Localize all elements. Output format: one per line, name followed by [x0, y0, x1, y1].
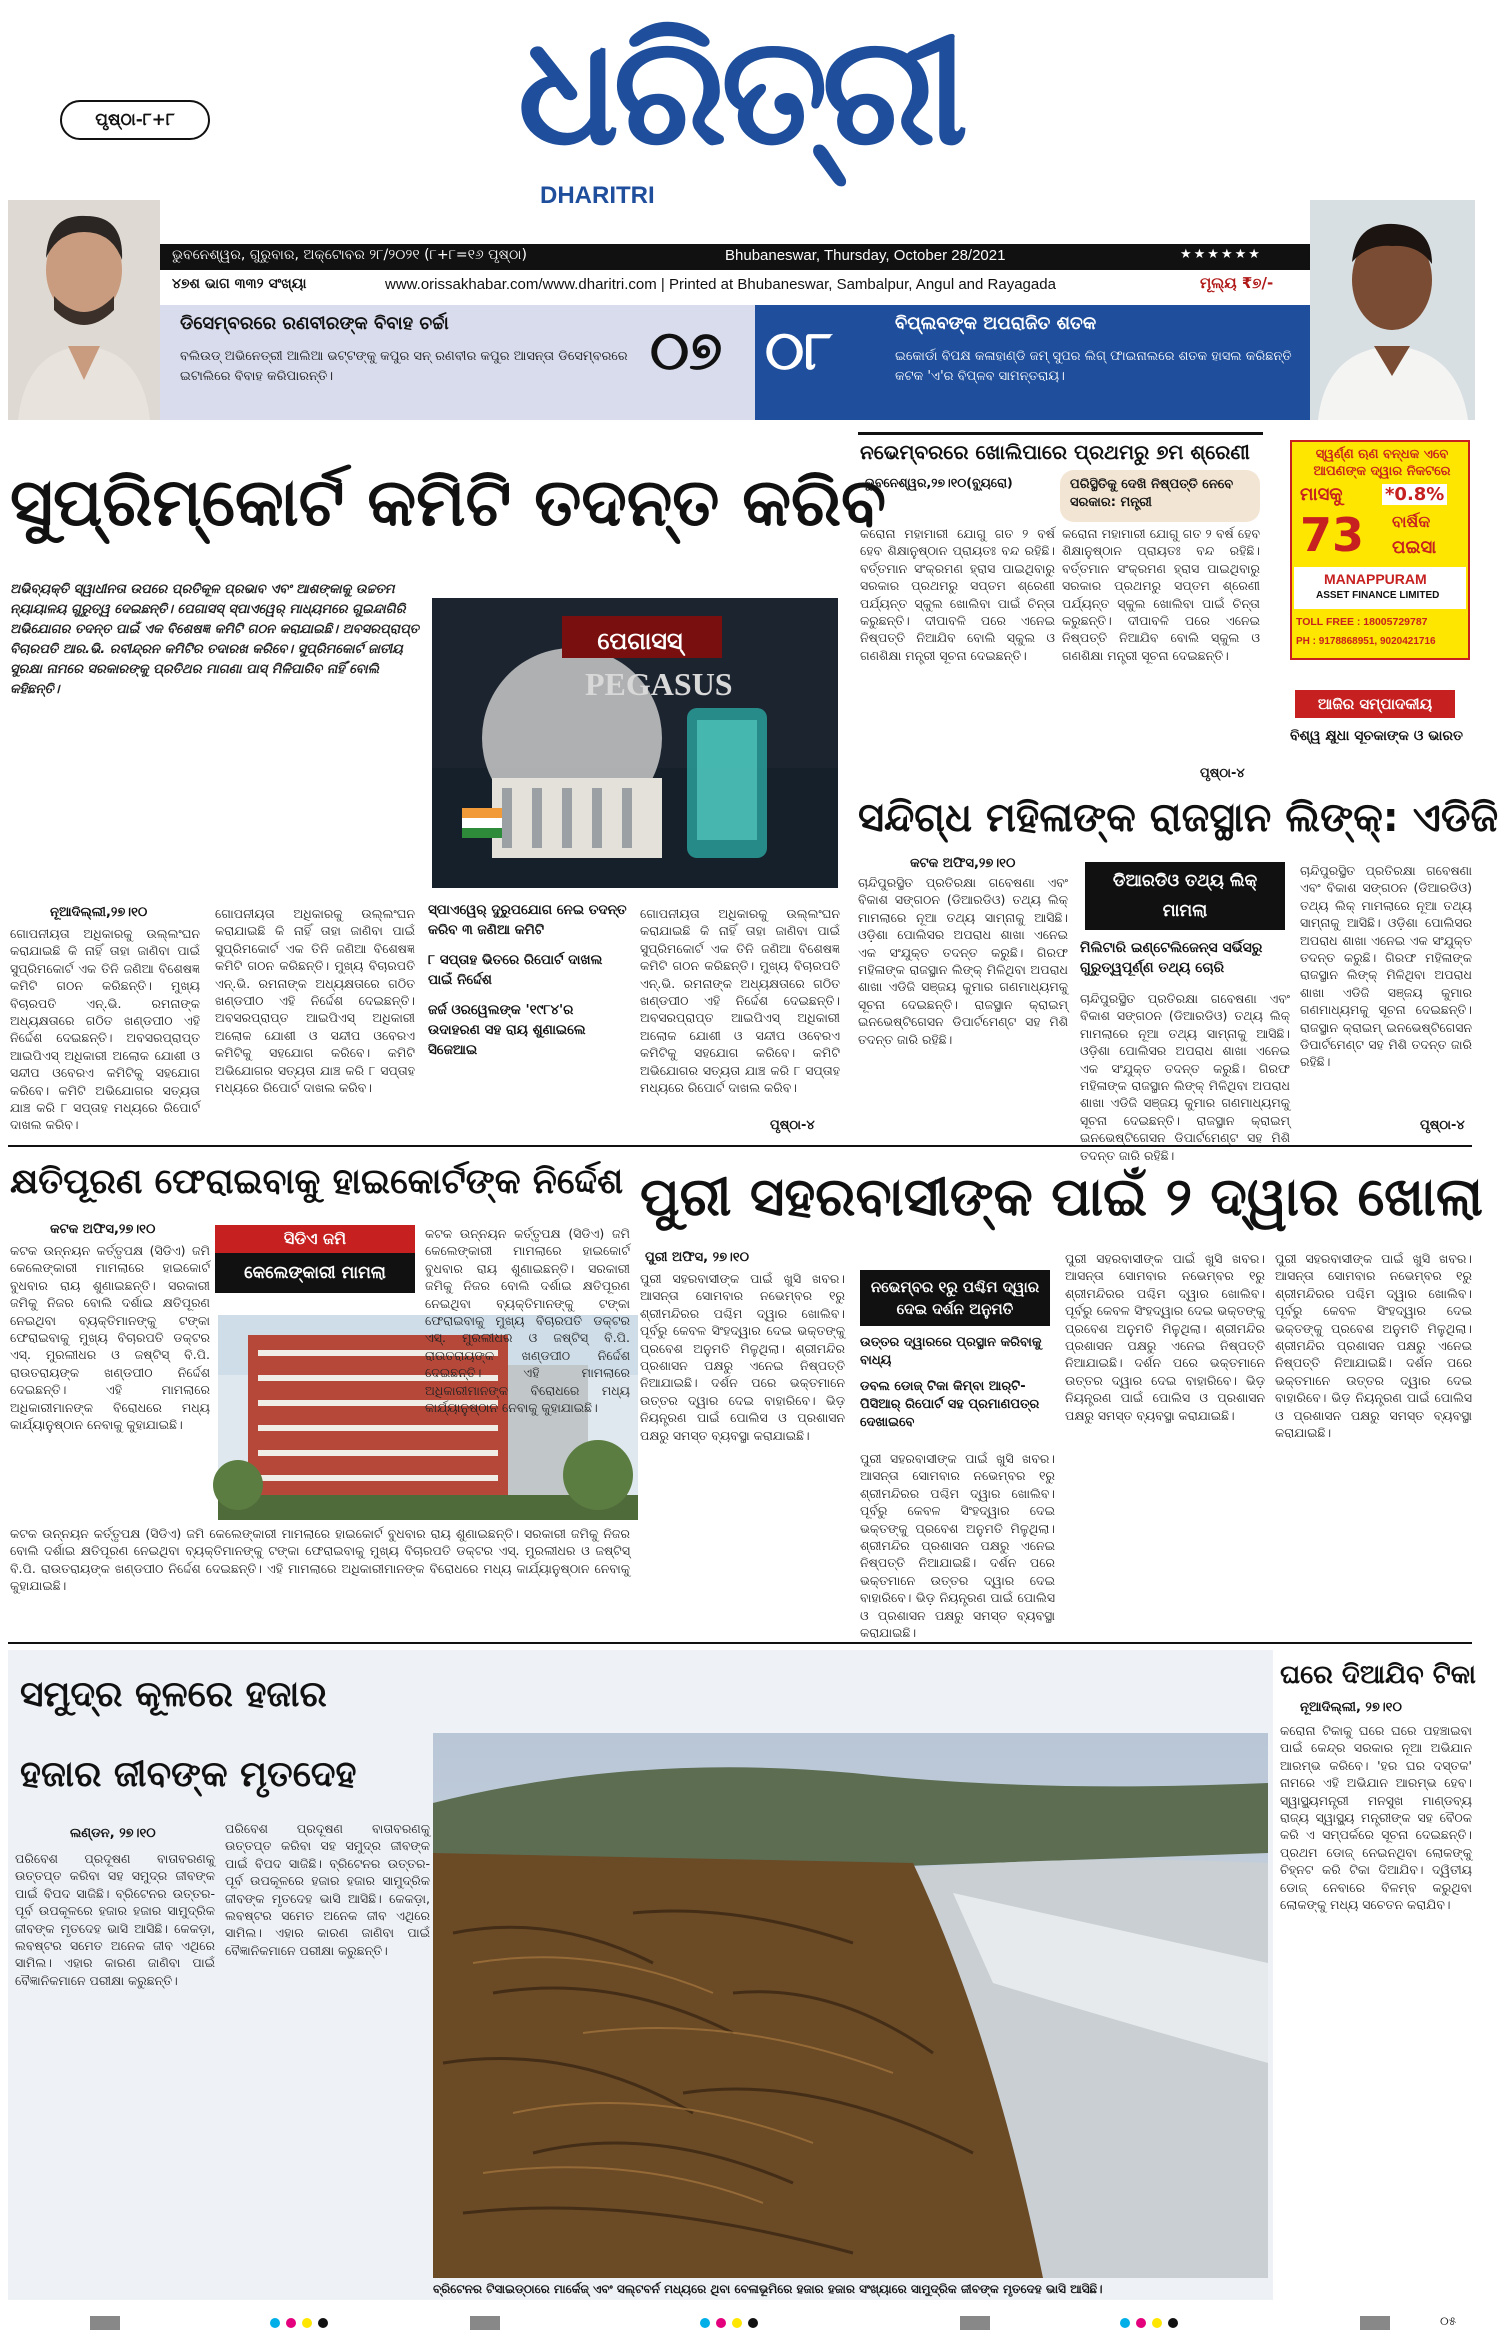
page-count-badge: ପୃଷ୍ଠା-୮+୮ — [60, 100, 210, 140]
print-mark — [748, 2318, 758, 2328]
puri-headline: ପୁରୀ ସହରବାସୀଙ୍କ ପାଇଁ ୨ ଦ୍ୱାର ଖୋଲା — [640, 1167, 1483, 1228]
puri-box-title: ନଭେମ୍ବର ୧ରୁ ପଶ୍ଚିମ ଦ୍ୱାର ଦେଇ ଦର୍ଶନ ଅନୁମତି — [860, 1270, 1050, 1326]
lead-headline: ସୁପ୍ରିମ୍‌କୋର୍ଟ କମିଟି ତଦନ୍ତ କରିବ — [10, 464, 887, 541]
gold-loan-ad[interactable] — [1290, 440, 1470, 660]
vaccine-dateline: ନୂଆଦିଲ୍ଲୀ, ୨୭।୧୦ — [1300, 1700, 1402, 1715]
rajasthan-jump[interactable]: ପୃଷ୍ଠା-୪ — [1420, 1118, 1465, 1133]
masthead-logo: ଧରିତ୍ରୀ — [517, 5, 963, 179]
editorial-label: ଆଜିର ସମ୍ପାଦକୀୟ — [1295, 690, 1455, 718]
beach-photo — [433, 1733, 1268, 2278]
teaser-right-page: ୦୮ — [765, 319, 833, 382]
puri-col3: ପୁରୀ ସହରବାସୀଙ୍କ ପାଇଁ ଖୁସି ଖବର। ଆସନ୍ତା ସୋମବାର ନଭେମ୍ବର ୧ରୁ ଶ୍ରୀମନ୍ଦିରର ପଶ୍ଚିମ ଦ୍ୱାର ଖୋଲିବ। ପୂର୍ବରୁ କେବଳ ସିଂହଦ୍ୱାର ଦେଇ ଭକ୍ତଙ୍କୁ ପ୍ରବେଶ ଅନୁମତି ମିଳୁଥିଲା। ଶ୍ରୀମନ୍ଦିର ପ୍ରଶାସନ ପକ୍ଷରୁ ଏନେଇ ନିଷ୍ପତ୍ତି ନିଆଯାଇଛି। ଦର୍ଶନ ପରେ ଭକ୍ତମାନେ ଉତ୍ତର ଦ୍ୱାର ଦେଇ ବାହାରିବେ। ଭିଡ଼ ନିୟନ୍ତ୍ରଣ ପାଇଁ ପୋଲିସ ଓ ପ୍ରଶାସନ ପକ୍ଷରୁ ସମସ୍ତ ବ୍ୟବସ୍ଥା କରାଯାଇଛି। — [1065, 1251, 1265, 1423]
lead-body-col1: ଗୋପନୀୟତା ଅଧିକାରକୁ ଉଲ୍ଲଂଘନ କରାଯାଇଛି କି ନାହିଁ ତାହା ଜାଣିବା ପାଇଁ ସୁପ୍ରିମକୋର୍ଟ ଏକ ତିନି ଜଣିଆ ବିଶେଷଜ୍ଞ କମିଟି ଗଠନ କରିଛନ୍ତି। ମୁଖ୍ୟ ବିଚାରପତି ଏନ୍.ଭି. ରମନାଙ୍କ ଅଧ୍ୟକ୍ଷତାରେ ଗଠିତ ଖଣ୍ଡପୀଠ ଏହି ନିର୍ଦ୍ଦେଶ ଦେଇଛନ୍ତି। ଅବସରପ୍ରାପ୍ତ ଆଇପିଏସ୍ ଅଧିକାରୀ ଅଲୋକ ଯୋଶୀ ଓ ସନ୍ଦୀପ ଓବେରଏ କମିଟିକୁ ସହଯୋଗ କରିବେ। କମିଟି ଅଭିଯୋଗର ସତ୍ୟତା ଯାଞ୍ଚ କରି ୮ ସପ୍ତାହ ମଧ୍ୟରେ ରିପୋର୍ଟ ଦାଖଲ କରିବ। — [10, 926, 200, 1133]
school-top-rule — [858, 432, 1263, 435]
beach-photo-caption: ବ୍ରିଟେନର ଟିସାଇଡ୍‌ଠାରେ ମାର୍କେଜ୍ ଏବଂ ସଲ୍ଟବର୍ନ ମଧ୍ୟରେ ଥିବା ବେଳାଭୂମିରେ ହଜାର ହଜାର ସଂଖ୍ୟାରେ ସାମୁଦ୍ରିକ ଜୀବଙ୍କ ମୃତଦେହ ଭାସି ଆସିଛି। — [433, 2282, 1103, 2296]
puri-col1: ପୁରୀ ସହରବାସୀଙ୍କ ପାଇଁ ଖୁସି ଖବର। ଆସନ୍ତା ସୋମବାର ନଭେମ୍ବର ୧ରୁ ଶ୍ରୀମନ୍ଦିରର ପଶ୍ଚିମ ଦ୍ୱାର ଖୋଲିବ। ପୂର୍ବରୁ କେବଳ ସିଂହଦ୍ୱାର ଦେଇ ଭକ୍ତଙ୍କୁ ପ୍ରବେଶ ଅନୁମତି ମିଳୁଥିଲା। ଶ୍ରୀମନ୍ଦିର ପ୍ରଶାସନ ପକ୍ଷରୁ ଏନେଇ ନିଷ୍ପତ୍ତି ନିଆଯାଇଛି। ଦର୍ଶନ ପରେ ଭକ୍ତମାନେ ଉତ୍ତର ଦ୍ୱାର ଦେଇ ବାହାରିବେ। ଭିଡ଼ ନିୟନ୍ତ୍ରଣ ପାଇଁ ପୋଲିସ ଓ ପ୍ରଶାସନ ପକ୍ଷରୁ ସମସ୍ତ ବ୍ୟବସ୍ଥା କରାଯାଇଛି। — [640, 1271, 845, 1443]
dateline-bar — [160, 244, 1310, 270]
teaser-band-right[interactable] — [755, 305, 1310, 420]
rajasthan-col3: ଚାନ୍ଦିପୁରସ୍ଥିତ ପ୍ରତିରକ୍ଷା ଗବେଷଣା ଏବଂ ବିକାଶ ସଙ୍ଗଠନ (ଡିଆରଡିଓ) ତଥ୍ୟ ଲିକ୍ ମାମଲାରେ ନୂଆ ତଥ୍ୟ ସାମ୍ନାକୁ ଆସିଛି। ଓଡ଼ିଶା ପୋଲିସର ଅପରାଧ ଶାଖା ଏନେଇ ଏକ ସଂଯୁକ୍ତ ତଦନ୍ତ କରୁଛି। ଗିରଫ ମହିଳାଙ୍କ ରାଜସ୍ଥାନ ଲିଙ୍କ୍ ମିଳିଥିବା ଅପରାଧ ଶାଖା ଏଡିଜି ସଞ୍ଜୟ କୁମାର ଗଣମାଧ୍ୟମକୁ ସୂଚନା ଦେଇଛନ୍ତି। ରାଜସ୍ଥାନ କ୍ରାଇମ୍ ଇନଭେଷ୍ଟିଗେସନ ଡିପାର୍ଟମେଣ୍ଟ ସହ ମିଶି ତଦନ୍ତ ଜାରି ରହିଛି। — [1300, 863, 1472, 1070]
lead-bullet-3: ଜର୍ଜ ଓରୱେଲଙ୍କ '୧୯୮୪'ର ଉଦାହରଣ ସହ ରାୟ ଶୁଣାଇଲେ ସିଜେଆଇ — [428, 1002, 586, 1058]
print-mark — [270, 2318, 280, 2328]
lead-intro: ଅଭିବ୍ୟକ୍ତି ସ୍ୱାଧୀନତା ଉପରେ ପ୍ରତିକୂଳ ପ୍ରଭାବ ଏବଂ ଆଶଙ୍କାକୁ ଉଚ୍ଚତମ ନ୍ୟାୟାଳୟ ଗୁରୁତ୍ୱ ଦେଇଛନ୍ତି। ପେଗାସସ୍ ସ୍ପାଏୱେର୍ ମାଧ୍ୟମରେ ଗୁଇନ୍ଦାଗିରି ଅଭିଯୋଗର ତଦନ୍ତ ପାଇଁ ଏକ ବିଶେଷଜ୍ଞ କମିଟି ଗଠନ କରାଯାଇଛି। ଅବସରପ୍ରାପ୍ତ ବିଚାରପତି ଆର.ଭି. ରବୀନ୍ଦ୍ରନ କମିଟିର ତଦାରଖ କରିବେ। ସୁପ୍ରିମକୋର୍ଟ ଜାତୀୟ ସୁରକ୍ଷା ନାମରେ ସରକାରଙ୍କୁ ପ୍ରତିଥର ମାଗଣା ପାସ୍ ମିଳିପାରିବ ନାହିଁ ବୋଲି କହିଛନ୍ତି। — [10, 582, 419, 697]
print-mark — [1152, 2318, 1162, 2328]
editorial-title[interactable]: ବିଶ୍ୱ କ୍ଷୁଧା ସୂଚକାଙ୍କ ଓ ଭାରତ — [1290, 728, 1464, 744]
ad-brand-sub: ASSET FINANCE LIMITED — [1316, 590, 1440, 601]
stars: ★★★★★★ — [1180, 247, 1262, 262]
school-kicker: ପରିସ୍ଥିତିକୁ ଦେଖି ନିଷ୍ପତ୍ତି ନେବେ ସରକାର: ମନ୍ତ୍ରୀ — [1060, 470, 1260, 522]
mid-rule — [8, 1145, 1472, 1147]
lead-bullets — [428, 900, 628, 1140]
compensation-dateline: କଟକ ଅଫିସ,୨୭।୧୦ — [50, 1222, 156, 1237]
volume: ୪୭ଶ ଭାଗ ୩୩୨ ସଂଖ୍ୟା — [172, 276, 307, 292]
masthead-logo-subtitle: DHARITRI — [540, 182, 655, 209]
sea-dateline: ଲଣ୍ଡନ, ୨୭।୧୦ — [70, 1826, 156, 1841]
odia-dateline: ଭୁବନେଶ୍ୱର, ଗୁରୁବାର, ଅକ୍ଟୋବର ୨୮/୨୦୨୧ (୮+୮=୧୬ ପୃଷ୍ଠା) — [172, 247, 527, 263]
page-number: ୦୫ — [1440, 2314, 1457, 2328]
ranbir-photo — [8, 200, 160, 420]
lower-rule — [8, 1642, 1472, 1644]
print-mark — [700, 2318, 710, 2328]
print-mark — [302, 2318, 312, 2328]
rajasthan-dateline: କଟକ ଅଫିସ,୨୭।୧୦ — [910, 856, 1016, 871]
puri-col2: ପୁରୀ ସହରବାସୀଙ୍କ ପାଇଁ ଖୁସି ଖବର। ଆସନ୍ତା ସୋମବାର ନଭେମ୍ବର ୧ରୁ ଶ୍ରୀମନ୍ଦିରର ପଶ୍ଚିମ ଦ୍ୱାର ଖୋଲିବ। ପୂର୍ବରୁ କେବଳ ସିଂହଦ୍ୱାର ଦେଇ ଭକ୍ତଙ୍କୁ ପ୍ରବେଶ ଅନୁମତି ମିଳୁଥିଲା। ଶ୍ରୀମନ୍ଦିର ପ୍ରଶାସନ ପକ୍ଷରୁ ଏନେଇ ନିଷ୍ପତ୍ତି ନିଆଯାଇଛି। ଦର୍ଶନ ପରେ ଭକ୍ତମାନେ ଉତ୍ତର ଦ୍ୱାର ଦେଇ ବାହାରିବେ। ଭିଡ଼ ନିୟନ୍ତ୍ରଣ ପାଇଁ ପୋଲିସ ଓ ପ୍ରଶାସନ ପକ୍ଷରୁ ସମସ୍ତ ବ୍ୟବସ୍ଥା କରାଯାଇଛି। — [860, 1451, 1055, 1641]
teaser-left-title: ଡିସେମ୍ବରରେ ରଣବୀରଙ୍କ ବିବାହ ଚର୍ଚ୍ଚା — [180, 313, 449, 334]
ad-paisa: ପଇସା — [1392, 537, 1437, 558]
teaser-band-left[interactable] — [160, 305, 755, 420]
compensation-col1: କଟକ ଉନ୍ନୟନ କର୍ତ୍ତୃପକ୍ଷ (ସିଡିଏ) ଜମି କେଲେଙ୍କାରୀ ମାମଲାରେ ହାଇକୋର୍ଟ ବୁଧବାର ରାୟ ଶୁଣାଇଛନ୍ତି। ସରକାରୀ ଜମିକୁ ନିଜର ବୋଲି ଦର୍ଶାଇ କ୍ଷତିପୂରଣ ନେଇଥିବା ବ୍ୟକ୍ତିମାନଙ୍କୁ ଟଙ୍କା ଫେରାଇବାକୁ ମୁଖ୍ୟ ବିଚାରପତି ଡକ୍ଟର ଏସ୍. ମୁରଲୀଧର ଓ ଜଷ୍ଟିସ୍ ବି.ପି. ରାଉତରାୟଙ୍କ ଖଣ୍ଡପୀଠ ନିର୍ଦ୍ଦେଶ ଦେଇଛନ୍ତି। ଏହି ମାମଲାରେ ଅଧିକାରୀମାନଙ୍କ ବିରୋଧରେ ମଧ୍ୟ କାର୍ଯ୍ୟାନୁଷ୍ଠାନ ନେବାକୁ କୁହାଯାଇଛି। — [10, 1243, 210, 1433]
print-mark — [1136, 2318, 1146, 2328]
school-headline: ନଭେମ୍ବରରେ ଖୋଲିପାରେ ପ୍ରଥମରୁ ୭ମ ଶ୍ରେଣୀ — [860, 440, 1250, 464]
print-mark — [1120, 2318, 1130, 2328]
rajasthan-col1: ଚାନ୍ଦିପୁରସ୍ଥିତ ପ୍ରତିରକ୍ଷା ଗବେଷଣା ଏବଂ ବିକାଶ ସଙ୍ଗଠନ (ଡିଆରଡିଓ) ତଥ୍ୟ ଲିକ୍ ମାମଲାରେ ନୂଆ ତଥ୍ୟ ସାମ୍ନାକୁ ଆସିଛି। ଓଡ଼ିଶା ପୋଲିସର ଅପରାଧ ଶାଖା ଏନେଇ ଏକ ସଂଯୁକ୍ତ ତଦନ୍ତ କରୁଛି। ଗିରଫ ମହିଳାଙ୍କ ରାଜସ୍ଥାନ ଲିଙ୍କ୍ ମିଳିଥିବା ଅପରାଧ ଶାଖା ଏଡିଜି ସଞ୍ଜୟ କୁମାର ଗଣମାଧ୍ୟମକୁ ସୂଚନା ଦେଇଛନ୍ତି। ରାଜସ୍ଥାନ କ୍ରାଇମ୍ ଇନଭେଷ୍ଟିଗେସନ ଡିପାର୍ଟମେଣ୍ଟ ସହ ମିଶି ତଦନ୍ତ ଜାରି ରହିଛି। — [858, 875, 1068, 1047]
sea-headline-2: ହଜାର ଜୀବଙ୍କ ମୃତଦେହ — [20, 1754, 357, 1795]
pegasus-image-label: ପେଗାସସ୍ — [597, 627, 683, 655]
rajasthan-headline: ସନ୍ଦିଗ୍ଧ ମହିଳାଙ୍କ ରାଜସ୍ଥାନ ଲିଙ୍କ୍‌: ଏଡିଜି — [858, 795, 1498, 841]
print-mark — [318, 2318, 328, 2328]
print-mark — [732, 2318, 742, 2328]
lead-jump[interactable]: ପୃଷ୍ଠା-୪ — [770, 1118, 815, 1133]
cricketer-photo — [1310, 200, 1475, 420]
sea-headline-1: ସମୁଦ୍ର କୂଳରେ ହଜାର — [20, 1674, 327, 1715]
sea-col2: ପରିବେଶ ପ୍ରଦୂଷଣ ବାତାବରଣକୁ ଉତ୍ତପ୍ତ କରିବା ସହ ସମୁଦ୍ର ଜୀବଙ୍କ ପାଇଁ ବିପଦ ସାଜିଛି। ବ୍ରିଟେନର ଉତ୍ତର-ପୂର୍ବ ଉପକୂଳରେ ହଜାର ହଜାର ସାମୁଦ୍ରିକ ଜୀବଙ୍କ ମୃତଦେହ ଭାସି ଆସିଛି। କେକଡ଼ା, ଲବଷ୍ଟର ସମେତ ଅନେକ ଜୀବ ଏଥିରେ ସାମିଲ। ଏହାର କାରଣ ଜାଣିବା ପାଇଁ ବୈଜ୍ଞାନିକମାନେ ପରୀକ୍ଷା କରୁଛନ୍ତି। — [225, 1821, 430, 1958]
sea-col1: ପରିବେଶ ପ୍ରଦୂଷଣ ବାତାବରଣକୁ ଉତ୍ତପ୍ତ କରିବା ସହ ସମୁଦ୍ର ଜୀବଙ୍କ ପାଇଁ ବିପଦ ସାଜିଛି। ବ୍ରିଟେନର ଉତ୍ତର-ପୂର୍ବ ଉପକୂଳରେ ହଜାର ହଜାର ସାମୁଦ୍ରିକ ଜୀବଙ୍କ ମୃତଦେହ ଭାସି ଆସିଛି। କେକଡ଼ା, ଲବଷ୍ଟର ସମେତ ଅନେକ ଜୀବ ଏଥିରେ ସାମିଲ। ଏହାର କାରଣ ଜାଣିବା ପାଇଁ ବୈଜ୍ଞାନିକମାନେ ପରୀକ୍ଷା କରୁଛନ୍ତି। — [15, 1851, 215, 1988]
school-body-col2: କରୋନା ମହାମାରୀ ଯୋଗୁ ଗତ ୨ ବର୍ଷ ହେବ ଶିକ୍ଷାନୁଷ୍ଠାନ ପ୍ରାୟତଃ ବନ୍ଦ ରହିଛି। ବର୍ତ୍ତମାନ ସଂକ୍ରମଣ ହ୍ରାସ ପାଇଥିବାରୁ ସରକାର ପ୍ରଥମରୁ ସପ୍ତମ ଶ୍ରେଣୀ ପର୍ଯ୍ୟନ୍ତ ସ୍କୁଲ ଖୋଲିବା ପାଇଁ ଚିନ୍ତା କରୁଛନ୍ତି। ଦୀପାବଳି ପରେ ଏନେଇ ନିଷ୍ପତ୍ତି ନିଆଯିବ ବୋଲି ସ୍କୁଲ ଓ ଗଣଶିକ୍ଷା ମନ୍ତ୍ରୀ ସୂଚନା ଦେଇଛନ୍ତି। — [1062, 526, 1260, 663]
compensation-col4: କଟକ ଉନ୍ନୟନ କର୍ତ୍ତୃପକ୍ଷ (ସିଡିଏ) ଜମି କେଲେଙ୍କାରୀ ମାମଲାରେ ହାଇକୋର୍ଟ ବୁଧବାର ରାୟ ଶୁଣାଇଛନ୍ତି। ସରକାରୀ ଜମିକୁ ନିଜର ବୋଲି ଦର୍ଶାଇ କ୍ଷତିପୂରଣ ନେଇଥିବା ବ୍ୟକ୍ତିମାନଙ୍କୁ ଟଙ୍କା ଫେରାଇବାକୁ ମୁଖ୍ୟ ବିଚାରପତି ଡକ୍ଟର ଏସ୍. ମୁରଲୀଧର ଓ ଜଷ୍ଟିସ୍ ବି.ପି. ରାଉତରାୟଙ୍କ ଖଣ୍ଡପୀଠ ନିର୍ଦ୍ଦେଶ ଦେଇଛନ୍ତି। ଏହି ମାମଲାରେ ଅଧିକାରୀମାନଙ୍କ ବିରୋଧରେ ମଧ୍ୟ କାର୍ଯ୍ୟାନୁଷ୍ଠାନ ନେବାକୁ କୁହାଯାଇଛି। — [10, 1526, 630, 1594]
cda-box-line1: ସିଡିଏ ଜମି — [215, 1225, 415, 1253]
rajasthan-box: ଡିଆରଡିଓ ତଥ୍ୟ ଲିକ୍ ମାମଲା — [1085, 862, 1285, 930]
ad-phone: PH : 9178868951, 9020421716 — [1296, 636, 1436, 647]
ad-toll-free: TOLL FREE : 18005729787 — [1296, 616, 1428, 628]
ad-rate: *0.8% — [1382, 484, 1447, 505]
pegasus-image-label-en: PEGASUS — [585, 666, 733, 702]
puri-col4: ପୁରୀ ସହରବାସୀଙ୍କ ପାଇଁ ଖୁସି ଖବର। ଆସନ୍ତା ସୋମବାର ନଭେମ୍ବର ୧ରୁ ଶ୍ରୀମନ୍ଦିରର ପଶ୍ଚିମ ଦ୍ୱାର ଖୋଲିବ। ପୂର୍ବରୁ କେବଳ ସିଂହଦ୍ୱାର ଦେଇ ଭକ୍ତଙ୍କୁ ପ୍ରବେଶ ଅନୁମତି ମିଳୁଥିଲା। ଶ୍ରୀମନ୍ଦିର ପ୍ରଶାସନ ପକ୍ଷରୁ ଏନେଇ ନିଷ୍ପତ୍ତି ନିଆଯାଇଛି। ଦର୍ଶନ ପରେ ଭକ୍ତମାନେ ଉତ୍ତର ଦ୍ୱାର ଦେଇ ବାହାରିବେ। ଭିଡ଼ ନିୟନ୍ତ୍ରଣ ପାଇଁ ପୋଲିସ ଓ ପ୍ରଶାସନ ପକ୍ଷରୁ ସମସ୍ତ ବ୍ୟବସ୍ଥା କରାଯାଇଛି। — [1275, 1251, 1472, 1441]
teaser-left-page: ୦୭ — [650, 319, 723, 382]
print-mark — [960, 2316, 990, 2330]
rajasthan-subhead: ମିଲିଟାରି ଇଣ୍ଟେଲିଜେନ୍ସ ସର୍ଭିସରୁ ଗୁରୁତ୍ୱପୂର୍ଣ୍ଣ ତଥ୍ୟ ଚୋରି — [1080, 940, 1263, 976]
ad-brand: MANAPPURAM — [1324, 571, 1427, 587]
cda-box — [215, 1225, 415, 1300]
rajasthan-col2: ଚାନ୍ଦିପୁରସ୍ଥିତ ପ୍ରତିରକ୍ଷା ଗବେଷଣା ଏବଂ ବିକାଶ ସଙ୍ଗଠନ (ଡିଆରଡିଓ) ତଥ୍ୟ ଲିକ୍ ମାମଲାରେ ନୂଆ ତଥ୍ୟ ସାମ୍ନାକୁ ଆସିଛି। ଓଡ଼ିଶା ପୋଲିସର ଅପରାଧ ଶାଖା ଏନେଇ ଏକ ସଂଯୁକ୍ତ ତଦନ୍ତ କରୁଛି। ଗିରଫ ମହିଳାଙ୍କ ରାଜସ୍ଥାନ ଲିଙ୍କ୍ ମିଳିଥିବା ଅପରାଧ ଶାଖା ଏଡିଜି ସଞ୍ଜୟ କୁମାର ଗଣମାଧ୍ୟମକୁ ସୂଚନା ଦେଇଛନ୍ତି। ରାଜସ୍ଥାନ କ୍ରାଇମ୍ ଇନଭେଷ୍ଟିଗେସନ ଡିପାର୍ଟମେଣ୍ଟ ସହ ମିଶି ତଦନ୍ତ ଜାରି ରହିଛି। — [1080, 991, 1290, 1163]
print-mark — [1168, 2318, 1178, 2328]
lead-bullet-1: ସ୍ପାଏୱେର୍ ଦୁରୁପଯୋଗ ନେଇ ତଦନ୍ତ କରିବ ୩ ଜଣିଆ କମିଟି — [428, 902, 627, 938]
compensation-col2: କଟକ ଉନ୍ନୟନ କର୍ତ୍ତୃପକ୍ଷ (ସିଡିଏ) ଜମି କେଲେଙ୍କାରୀ ମାମଲାରେ ହାଇକୋର୍ଟ ବୁଧବାର ରାୟ ଶୁଣାଇଛନ୍ତି। ସରକାରୀ ଜମିକୁ ନିଜର ବୋଲି ଦର୍ଶାଇ କ୍ଷତିପୂରଣ ନେଇଥିବା ବ୍ୟକ୍ତିମାନଙ୍କୁ ଟଙ୍କା ଫେରାଇବାକୁ ମୁଖ୍ୟ ବିଚାରପତି ଡକ୍ଟର ଏସ୍. ମୁରଲୀଧର ଓ ଜଷ୍ଟିସ୍ ବି.ପି. ରାଉତରାୟଙ୍କ ଖଣ୍ଡପୀଠ ନିର୍ଦ୍ଦେଶ ଦେଇଛନ୍ତି। ଏହି ମାମଲାରେ ଅଧିକାରୀମାନଙ୍କ ବିରୋଧରେ ମଧ୍ୟ କାର୍ଯ୍ୟାନୁଷ୍ଠାନ ନେବାକୁ କୁହାଯାଇଛି। — [425, 1226, 630, 1416]
print-mark — [286, 2318, 296, 2328]
teaser-right-body: ଇକୋର୍ଡା ବିପକ୍ଷ କଳାହାଣ୍ଡି ଜମ୍ ସୁପର ଲିଗ୍ ଫାଇନାଲରେ ଶତକ ହାସଲ କରିଛନ୍ତି କଟକ 'ଏ'ର ବିପ୍ଳବ ସାମନ୍ତରାୟ। — [895, 349, 1292, 384]
ad-brand-bar — [1294, 567, 1466, 609]
print-marks — [0, 2312, 1480, 2339]
print-mark — [716, 2318, 726, 2328]
compensation-headline: କ୍ଷତିପୂରଣ ଫେରାଇବାକୁ ହାଇକୋର୍ଟଙ୍କ ନିର୍ଦ୍ଦେଶ — [10, 1162, 624, 1202]
puri-bullet-2: ଡବଲ ଡୋଜ୍ ଟିକା କିମ୍ବା ଆର୍‌ଟି-ପିସିଆର୍ ରିପୋର୍ଟ ସହ ପ୍ରମାଣପତ୍ର ଦେଖାଇବେ — [860, 1379, 1040, 1430]
vaccine-headline: ଘରେ ଦିଆଯିବ ଟିକା — [1280, 1660, 1476, 1690]
ad-monthly: ମାସକୁ — [1300, 484, 1343, 505]
print-mark — [1360, 2316, 1390, 2330]
lead-dateline: ନୂଆଦିଲ୍ଲୀ,୨୭।୧୦ — [50, 905, 148, 920]
puri-bullet-1: ଉତ୍ତର ଦ୍ୱାରରେ ପ୍ରସ୍ଥାନ କରିବାକୁ ବାଧ୍ୟ — [860, 1335, 1042, 1368]
puri-dateline: ପୁରୀ ଅଫିସ, ୨୭।୧୦ — [645, 1250, 750, 1265]
lead-body-col4: ଗୋପନୀୟତା ଅଧିକାରକୁ ଉଲ୍ଲଂଘନ କରାଯାଇଛି କି ନାହିଁ ତାହା ଜାଣିବା ପାଇଁ ସୁପ୍ରିମକୋର୍ଟ ଏକ ତିନି ଜଣିଆ ବିଶେଷଜ୍ଞ କମିଟି ଗଠନ କରିଛନ୍ତି। ମୁଖ୍ୟ ବିଚାରପତି ଏନ୍.ଭି. ରମନାଙ୍କ ଅଧ୍ୟକ୍ଷତାରେ ଗଠିତ ଖଣ୍ଡପୀଠ ଏହି ନିର୍ଦ୍ଦେଶ ଦେଇଛନ୍ତି। ଅବସରପ୍ରାପ୍ତ ଆଇପିଏସ୍ ଅଧିକାରୀ ଅଲୋକ ଯୋଶୀ ଓ ସନ୍ଦୀପ ଓବେରଏ କମିଟିକୁ ସହଯୋଗ କରିବେ। କମିଟି ଅଭିଯୋଗର ସତ୍ୟତା ଯାଞ୍ଚ କରି ୮ ସପ୍ତାହ ମଧ୍ୟରେ ରିପୋର୍ଟ ଦାଖଲ କରିବ। — [640, 906, 840, 1096]
lead-body-col2: ଗୋପନୀୟତା ଅଧିକାରକୁ ଉଲ୍ଲଂଘନ କରାଯାଇଛି କି ନାହିଁ ତାହା ଜାଣିବା ପାଇଁ ସୁପ୍ରିମକୋର୍ଟ ଏକ ତିନି ଜଣିଆ ବିଶେଷଜ୍ଞ କମିଟି ଗଠନ କରିଛନ୍ତି। ମୁଖ୍ୟ ବିଚାରପତି ଏନ୍.ଭି. ରମନାଙ୍କ ଅଧ୍ୟକ୍ଷତାରେ ଗଠିତ ଖଣ୍ଡପୀଠ ଏହି ନିର୍ଦ୍ଦେଶ ଦେଇଛନ୍ତି। ଅବସରପ୍ରାପ୍ତ ଆଇପିଏସ୍ ଅଧିକାରୀ ଅଲୋକ ଯୋଶୀ ଓ ସନ୍ଦୀପ ଓବେରଏ କମିଟିକୁ ସହଯୋଗ କରିବେ। କମିଟି ଅଭିଯୋଗର ସତ୍ୟତା ଯାଞ୍ଚ କରି ୮ ସପ୍ତାହ ମଧ୍ୟରେ ରିପୋର୍ଟ ଦାଖଲ କରିବ। — [215, 906, 415, 1096]
vaccine-body: କରୋନା ଟିକାକୁ ଘରେ ଘରେ ପହଞ୍ଚାଇବା ପାଇଁ କେନ୍ଦ୍ର ସରକାର ନୂଆ ଅଭିଯାନ ଆରମ୍ଭ କରିବେ। 'ହର ଘର ଦସ୍ତକ' ନାମରେ ଏହି ଅଭିଯାନ ଆରମ୍ଭ ହେବ। ସ୍ୱାସ୍ଥ୍ୟମନ୍ତ୍ରୀ ମନସୁଖ ମାଣ୍ଡବ୍ୟ ରାଜ୍ୟ ସ୍ୱାସ୍ଥ୍ୟ ମନ୍ତ୍ରୀଙ୍କ ସହ ବୈଠକ କରି ଏ ସମ୍ପର୍କରେ ସୂଚନା ଦେଇଛନ୍ତି। ପ୍ରଥମ ଡୋଜ୍ ନେଇନଥିବା ଲୋକଙ୍କୁ ଚିହ୍ନଟ କରି ଟିକା ଦିଆଯିବ। ଦ୍ୱିତୀୟ ଡୋଜ୍ ନେବାରେ ବିଳମ୍ବ କରୁଥିବା ଲୋକଙ୍କୁ ମଧ୍ୟ ସଚେତନ କରାଯିବ। — [1280, 1723, 1472, 1913]
subline — [160, 272, 1310, 298]
school-dateline: ଭୁବନେଶ୍ୱର,୨୭।୧୦(ବ୍ୟୁରୋ) — [865, 475, 1013, 490]
teaser-right-title: ବିପ୍ଲବଙ୍କ ଅପରାଜିତ ଶତକ — [895, 313, 1097, 334]
teaser-left-body: ବଲିଉଡ୍ ଅଭିନେତ୍ରୀ ଆଲିଆ ଭଟ୍ଟଙ୍କୁ କପୁର ସନ୍ ରଣବୀର କପୁର ଆସନ୍ତା ଡିସେମ୍ବରରେ ଇଟାଲିରେ ବିବାହ କରିପାରନ୍ତି। — [180, 349, 628, 384]
english-dateline: Bhubaneswar, Thursday, October 28/2021 — [725, 247, 1006, 264]
school-body-col1: କରୋନା ମହାମାରୀ ଯୋଗୁ ଗତ ୨ ବର୍ଷ ହେବ ଶିକ୍ଷାନୁଷ୍ଠାନ ପ୍ରାୟତଃ ବନ୍ଦ ରହିଛି। ବର୍ତ୍ତମାନ ସଂକ୍ରମଣ ହ୍ରାସ ପାଇଥିବାରୁ ସରକାର ପ୍ରଥମରୁ ସପ୍ତମ ଶ୍ରେଣୀ ପର୍ଯ୍ୟନ୍ତ ସ୍କୁଲ ଖୋଲିବା ପାଇଁ ଚିନ୍ତା କରୁଛନ୍ତି। ଦୀପାବଳି ପରେ ଏନେଇ ନିଷ୍ପତ୍ତି ନିଆଯିବ ବୋଲି ସ୍କୁଲ ଓ ଗଣଶିକ୍ଷା ମନ୍ତ୍ରୀ ସୂଚନା ଦେଇଛନ୍ତି। — [860, 526, 1055, 663]
price: ମୂଲ୍ୟ ₹୭/- — [1200, 274, 1274, 292]
ad-line1: ସ୍ୱର୍ଣ୍ଣ ଋଣ ବନ୍ଧକ ଏବେ ଆପଣଙ୍କ ଦ୍ୱାର ନିକଟରେ — [1313, 447, 1451, 479]
ad-amount: 73 — [1300, 508, 1365, 562]
ad-annual: ବାର୍ଷିକ — [1392, 512, 1431, 531]
masthead — [0, 0, 1480, 245]
puri-box — [860, 1270, 1050, 1442]
print-mark — [470, 2316, 500, 2330]
websites: www.orissakhabar.com/www.dharitri.com | Printed at Bhubaneswar, Sambalpur, Angul and Rayagada — [385, 276, 1056, 293]
lead-bullet-2: ୮ ସପ୍ତାହ ଭିତରେ ରିପୋର୍ଟ ଦାଖଲ ପାଇଁ ନିର୍ଦ୍ଦେଶ — [428, 952, 603, 988]
cda-box-line2: କେଲେଙ୍କାରୀ ମାମଲା — [215, 1253, 415, 1293]
school-jump[interactable]: ପୃଷ୍ଠା-୪ — [1200, 766, 1245, 781]
print-mark — [90, 2316, 120, 2330]
